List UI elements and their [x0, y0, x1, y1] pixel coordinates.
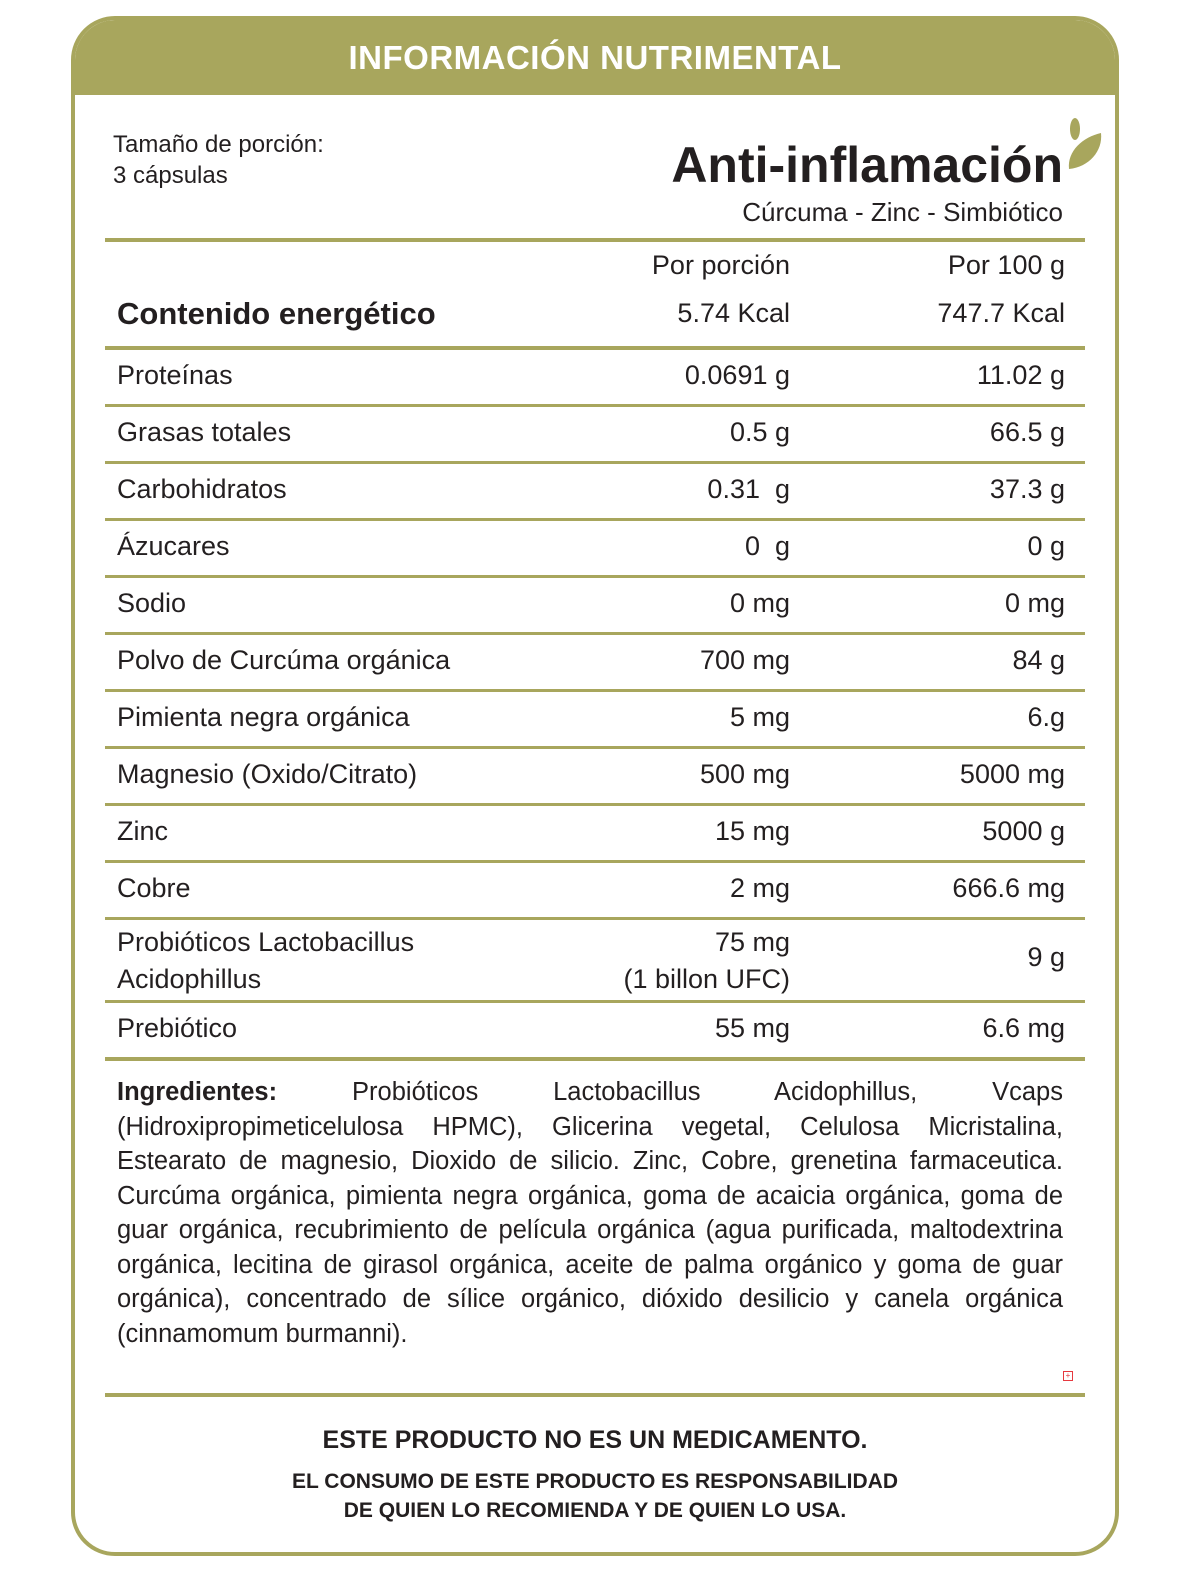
per-serving-value: 0.0691 g — [684, 360, 790, 390]
ingredients-section — [117, 1075, 1071, 1393]
nutrient-name-line1: Probióticos Lactobacillus — [117, 927, 415, 957]
per-100g-value: 6.6 mg — [982, 1013, 1065, 1043]
top-section — [75, 95, 1115, 238]
column-header-per-serving: Por porción — [651, 250, 790, 280]
table-row — [75, 350, 1115, 404]
product-subtitle: Cúrcuma - Zinc - Simbiótico — [742, 197, 1063, 227]
nutrient-name: Ázucares — [117, 531, 230, 561]
nutrient-name — [117, 924, 414, 998]
table-row — [75, 521, 1115, 575]
table-row — [75, 464, 1115, 518]
ingredients-text: Probióticos Lactobacillus Acidophillus, Vcaps (Hidroxipropimeticelulosa HPMC), Glicerina vegetal, Celulosa Micristalina, Estearato de magnesio, Dioxido de silicio. Zinc, Cobre, grenetina farmaceutica. Curcúma orgánica, pimienta negra orgánica, goma de acaicia orgánica, goma de guar orgánica, recubrimiento de película orgánica (agua purificada, maltodextrina orgánica, lecitina de girasol orgánica, aceite de palma orgánico y goma de guar orgánica), concentrado de sílice orgánico, dióxido desilicio y canela orgánica (cinnamomum burmanni). — [117, 1078, 1063, 1348]
table-row — [75, 749, 1115, 803]
table-row — [75, 635, 1115, 689]
nutrient-name: Prebiótico — [117, 1013, 238, 1043]
nutrient-name: Carbohidratos — [117, 474, 287, 504]
annotation-marker-icon: + — [1063, 1371, 1073, 1381]
per-serving-value: 2 mg — [729, 873, 790, 903]
nutrient-name: Sodio — [117, 588, 187, 618]
energy-per-100g: 747.7 Kcal — [937, 298, 1065, 328]
footer-disclaimer — [75, 1397, 1115, 1525]
per-100g-value: 5000 g — [982, 816, 1065, 846]
per-serving-value: 0 mg — [729, 588, 790, 618]
nutrient-name: Grasas totales — [117, 417, 292, 447]
energy-per-serving: 5.74 Kcal — [677, 298, 790, 328]
leaf-icon — [1061, 117, 1105, 171]
responsibility-line2: DE QUIEN LO RECOMIENDA Y DE QUIEN LO USA. — [343, 1499, 847, 1522]
per-100g-value: 6.g — [1027, 702, 1065, 732]
serving-size-label: Tamaño de porción: — [113, 131, 324, 158]
per-serving-value: 700 mg — [699, 645, 790, 675]
per-100g-value: 0 mg — [1004, 588, 1065, 618]
per-100g-value: 84 g — [1012, 645, 1065, 675]
energy-label: Contenido energético — [117, 296, 436, 331]
per-serving-value — [623, 924, 790, 998]
per-100g-value: 11.02 g — [976, 360, 1065, 390]
per-100g-value: 666.6 mg — [952, 873, 1065, 903]
per-serving-line1: 75 mg — [714, 927, 790, 957]
nutrient-name-line2: Acidophillus — [117, 964, 262, 994]
per-100g-value: 66.5 g — [989, 417, 1065, 447]
per-serving-value: 5 mg — [729, 702, 790, 732]
table-row — [75, 806, 1115, 860]
per-serving-value: 0.5 g — [729, 417, 790, 447]
nutrient-name: Zinc — [117, 816, 169, 846]
nutrient-name: Polvo de Curcúma orgánica — [117, 645, 451, 675]
nutrient-name: Pimienta negra orgánica — [117, 702, 410, 732]
per-100g-value: 0 g — [1027, 531, 1065, 561]
table-row — [75, 692, 1115, 746]
per-100g-value: 9 g — [1027, 942, 1065, 972]
energy-header — [75, 242, 1115, 346]
nutrition-label — [71, 16, 1119, 1556]
serving-size — [113, 129, 324, 191]
product-brand — [671, 137, 1063, 229]
responsibility-line1: EL CONSUMO DE ESTE PRODUCTO ES RESPONSABILIDAD — [292, 1470, 898, 1493]
per-serving-value: 55 mg — [714, 1013, 790, 1043]
table-row — [75, 578, 1115, 632]
divider — [105, 1057, 1085, 1061]
per-serving-value: 0.31 g — [707, 474, 790, 504]
per-serving-value: 15 mg — [714, 816, 790, 846]
table-row — [75, 920, 1115, 1000]
per-100g-value: 5000 mg — [959, 759, 1065, 789]
serving-size-value: 3 cápsulas — [113, 162, 228, 189]
table-row — [75, 1003, 1115, 1057]
nutrient-name: Proteínas — [117, 360, 233, 390]
nutrient-name: Cobre — [117, 873, 191, 903]
per-serving-value: 0 g — [744, 531, 790, 561]
per-serving-line2: (1 billon UFC) — [623, 964, 790, 994]
per-serving-value: 500 mg — [699, 759, 790, 789]
column-header-per-100g: Por 100 g — [947, 250, 1065, 280]
not-medicine-warning: ESTE PRODUCTO NO ES UN MEDICAMENTO. — [322, 1426, 868, 1454]
label-header: INFORMACIÓN NUTRIMENTAL — [75, 20, 1115, 95]
per-100g-value: 37.3 g — [989, 474, 1065, 504]
ingredients-label: Ingredientes: — [117, 1078, 278, 1106]
table-row — [75, 407, 1115, 461]
nutrient-name: Magnesio (Oxido/Citrato) — [117, 759, 418, 789]
product-name: Anti-inflamación — [671, 137, 1063, 193]
table-row — [75, 863, 1115, 917]
